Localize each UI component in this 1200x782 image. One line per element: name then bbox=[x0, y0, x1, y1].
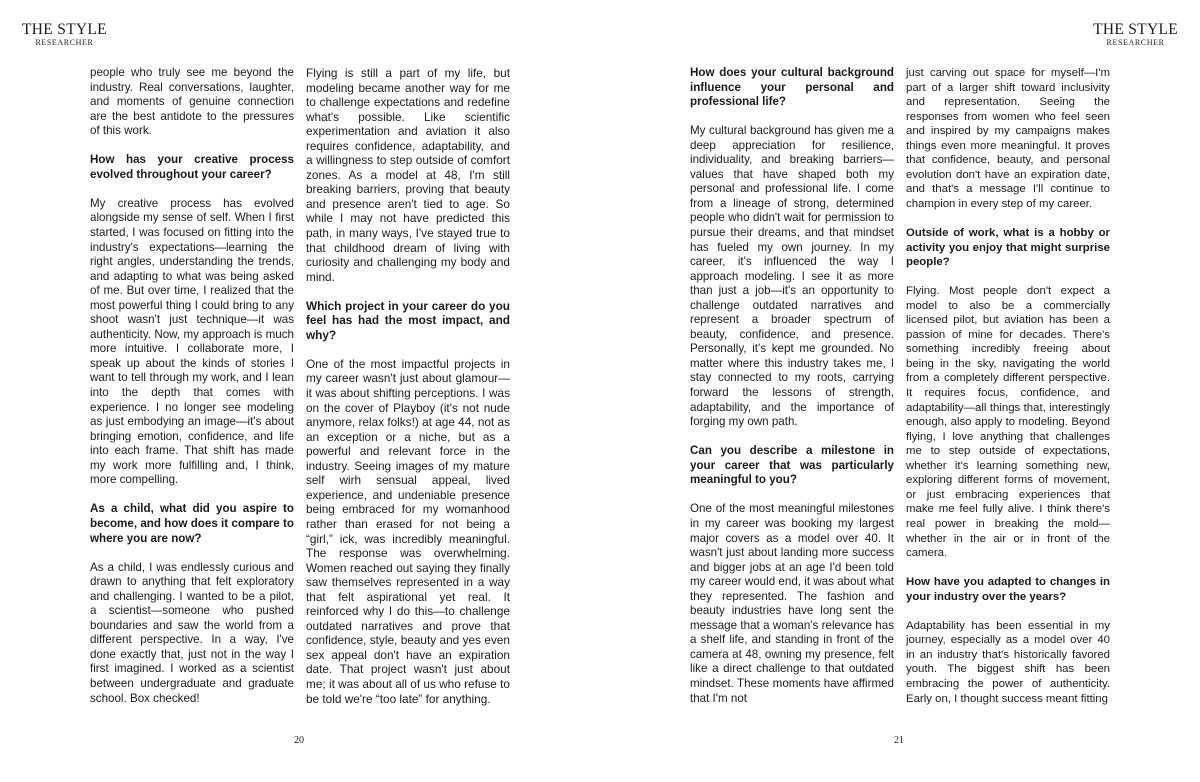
answer-paragraph: My creative process has evolved alongside my sense of self. When I first started, I was focused on fitting into the industry's expectations—learning the right angles, understanding the trends, and adapting to what was being asked of me. But over time, I realized that the most powerful thing I could bring to any shoot wasn't just technique—it was authenticity. Now, my approach is much more intuitive. I collaborate more, I speak up about the kinds of stories I want to tell through my work, and I lean into the depth that comes with experience. I no longer see modeling as just embodying an image—it's about bringing emotion, confidence, and life into each frame. That shift has made my work more fulfilling and, I think, more compelling. bbox=[90, 196, 294, 487]
answer-paragraph: people who truly see me beyond the industry. Real conversations, laughter, and moments of genuine connection are the best antidote to the pressures of this work. bbox=[90, 66, 294, 138]
masthead-title: THE STYLE bbox=[1093, 21, 1178, 38]
masthead-logo-left bbox=[22, 22, 107, 48]
answer-paragraph: One of the most meaningful milestones in my career was booking my largest major covers as a model over 40. It wasn't just about landing more success and bigger jobs at an age I'd been told my career would end, it was about what they represented. The fashion and beauty industries have long sent the message that a woman's relevance has a shelf life, and standing in front of the camera at 48, owning my presence, felt like a direct challenge to that outdated mindset. These moments have affirmed that I'm not bbox=[690, 502, 894, 705]
answer-paragraph: Flying is still a part of my life, but modeling became another way for me to challenge expectations and redefine what's possible. Like scientific experimentation and aviation it also requires confidence, adaptability, and a willingness to step outside of comfort zones. As a model at 48, I'm still breaking barriers, proving that beauty and presence aren't tied to age. So while I may not have predicted this path, in many ways, I've stayed true to that childhood dream of living with curiosity and challenging my body and mind. bbox=[306, 66, 510, 284]
answer-paragraph: As a child, I was endlessly curious and drawn to anything that felt exploratory and challenging. I wanted to be a pilot, a scientist—someone who pushed boundaries and saw the world from a different perspective. In a way, I've done exactly that, just not in the way I first imagined. I worked as a scientist between undergraduate and graduate school. Box checked! bbox=[90, 560, 294, 705]
page-number-left: 20 bbox=[294, 735, 304, 746]
answer-paragraph: Adaptability has been essential in my journey, especially as a model over 40 in an industry that's historically favored youth. The biggest shift has been embracing the power of authenticity. Early on, I thought success meant fitting bbox=[906, 619, 1110, 705]
text-column-1 bbox=[90, 66, 294, 706]
masthead-subtitle: RESEARCHER bbox=[1106, 38, 1165, 47]
question-heading: Can you describe a milestone in your career that was particularly meaningful to you? bbox=[690, 444, 894, 487]
masthead-subtitle: RESEARCHER bbox=[35, 38, 94, 47]
question-heading: How have you adapted to changes in your industry over the years? bbox=[906, 576, 1110, 603]
answer-paragraph: just carving out space for myself—I'm part of a larger shift toward inclusivity and representation. Seeing the responses from women who feel seen and inspired by my campaigns makes things even more meaningful. It proves that confidence, beauty, and personal evolution don't have an expiration date, and that's a message I'll continue to champion in every step of my career. bbox=[906, 67, 1110, 210]
masthead-title: THE STYLE bbox=[22, 21, 107, 38]
answer-paragraph: Flying. Most people don't expect a model to also be a commercially licensed pilot, but aviation has been a passion of mine for decades. There's something incredibly freeing about being in the sky, navigating the world from a completely different perspective. It requires focus, confidence, and adaptability—all things that, interestingly enough, also apply to modeling. Beyond flying, I love anything that challenges me to step outside of expectations, whether it's learning something new, exploring different forms of movement, or just embracing experiences that make me feel fully alive. I think there's real power in breaking the mold—whether in the air or in front of the camera. bbox=[906, 285, 1110, 560]
question-heading: How does your cultural background influence your personal and professional life? bbox=[690, 66, 894, 109]
text-column-2 bbox=[306, 66, 510, 706]
question-heading: Outside of work, what is a hobby or activity you enjoy that might surprise people? bbox=[906, 227, 1110, 269]
answer-paragraph: My cultural background has given me a deep appreciation for resilience, individuality, and breaking barriers—values that have shaped both my personal and professional life. I come from a lineage of strong, determined people who didn't wait for permission to pursue their dreams, and that mindset has fueled my own journey. In my career, it's influenced the way I approach modeling. I see it as more than just a job—it's an opportunity to challenge outdated narratives and represent a broader spectrum of beauty, confidence, and presence. Personally, it's kept me grounded. No matter where this industry takes me, I stay connected to my roots, carrying forward the lessons of strength, adaptability, and the importance of forging my own path. bbox=[690, 124, 894, 429]
text-column-4 bbox=[906, 66, 1110, 706]
masthead-logo-right bbox=[1093, 22, 1178, 48]
question-heading: How has your creative process evolved throughout your career? bbox=[90, 153, 294, 181]
question-heading: Which project in your career do you feel has had the most impact, and why? bbox=[306, 298, 510, 342]
page-number-right: 21 bbox=[894, 735, 904, 746]
answer-paragraph: One of the most impactful projects in my career wasn't just about glamour—it was about shifting perceptions. I was on the cover of Playboy (it's not nude anymore, relax folks!) at age 44, not as an exception or a niche, but as a powerful and relevant force in the industry. Seeing images of my mature self wirh sensual appeal, lived experience, and undeniable presence being embraced for my womanhood rather than erased for not being a “girl,” ick, was incredibly meaningful. The response was overwhelming. Women reached out saying they finally saw themselves represented in a way that felt aspirational yet real. It reinforced why I do this—to challenge outdated narratives and prove that confidence, style, beauty and yes even sex appeal don't have an expiration date. That project wasn't just about me; it was about all of us who refuse to be told we're “too late” for anything. bbox=[306, 356, 510, 706]
text-column-3 bbox=[690, 66, 894, 706]
question-heading: As a child, what did you aspire to become, and how does it compare to where you are now? bbox=[90, 502, 294, 545]
